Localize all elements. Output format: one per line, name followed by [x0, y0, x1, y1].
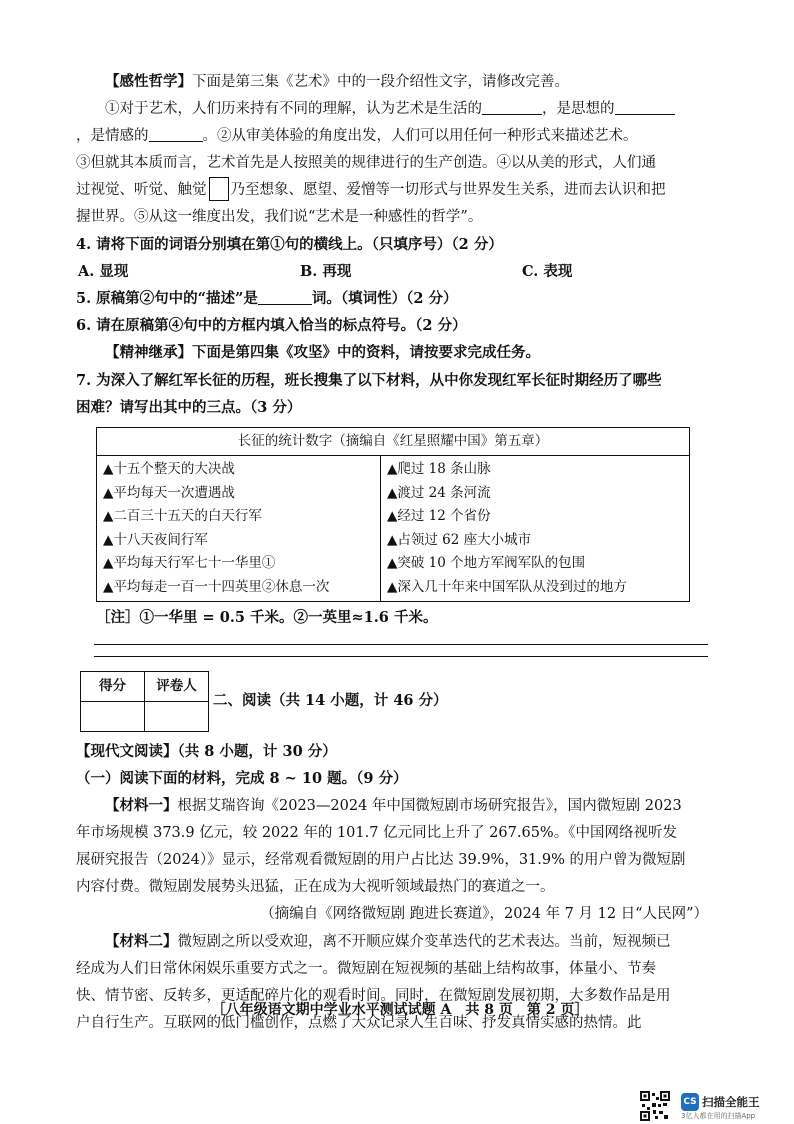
material-text: 微短剧之所以受欢迎，离不开顺应媒介变革迭代的艺术表达。当前，短视频已 [177, 934, 671, 950]
stats-left-column [97, 456, 381, 602]
answer-blank-q5[interactable] [258, 289, 312, 305]
option-c: C. 表现 [522, 263, 573, 280]
material-1-line-4: 内容付费。微短剧发展势头迅猛，正在成为大视听领域最热门的赛道之一。 [76, 879, 555, 895]
intro-paragraph [76, 68, 712, 96]
modern-reading-heading: 【现代文阅读】（共 8 小题，计 30 分） [76, 743, 337, 760]
camscanner-tagline: 3亿人都在用的扫描App [681, 1112, 756, 1120]
passage-line-2 [76, 123, 712, 150]
stats-note: ［注］①一华里 = 0.5 千米。②一英里≈1.6 千米。 [96, 609, 438, 626]
material-1-source: （摘编自《网络微短剧 跑进长赛道》，2024 年 7 月 12 日“人民网”） [260, 906, 708, 922]
stats-item: ▲渡过 24 条河流 [387, 484, 491, 501]
page-footer: ［八年级语文期中学业水平测试试题 A 共 8 页 第 2 页］ [211, 1002, 589, 1018]
camscanner-name: 扫描全能王 [702, 1095, 760, 1109]
spirit-paragraph [76, 339, 712, 367]
question-4: 4. 请将下面的词语分别填在第①句的横线上。（只填序号）（2 分） [76, 236, 503, 253]
part-1-heading: （一）阅读下面的材料，完成 8 ~ 10 题。（9 分） [76, 770, 408, 787]
passage-text: 乃至想象、愿望、爱憎等一切形式与世界发生关系，进而去认识和把 [230, 182, 666, 198]
stats-item: ▲深入几十年来中国军队从没到过的地方 [387, 578, 627, 595]
score-table [80, 671, 209, 732]
answer-blank-3[interactable] [149, 126, 203, 142]
passage-text: 过视觉、听觉、触觉 [76, 182, 207, 198]
long-march-stats-table [96, 427, 690, 602]
material-1-tag: 【材料一】 [105, 797, 178, 814]
material-2-line-1 [76, 928, 712, 956]
material-1-line-3: 展研究报告（2024）》显示，经常观看微短剧的用户占比达 39.9%，31.9% 的用户曾为微短剧 [76, 852, 686, 868]
camscanner-logo-icon: CS [681, 1093, 699, 1111]
stats-item: ▲十五个整天的大决战 [103, 461, 235, 477]
intro-tag: 【感性哲学】 [105, 73, 192, 90]
stats-item: ▲突破 10 个地方军阀军队的包围 [387, 555, 586, 571]
passage-line-1 [76, 96, 712, 123]
stats-item: ▲平均每走一百一十四英里②休息一次 [103, 578, 330, 595]
spirit-text: 下面是第四集《攻坚》中的资料，请按要求完成任务。 [192, 344, 540, 361]
stats-item: ▲平均每天行军七十一华里① [103, 555, 276, 571]
passage-text: ，是情感的 [76, 128, 149, 144]
option-a: A. 显现 [78, 263, 129, 280]
material-2-line-3: 快、情节密、反转多，更适配碎片化的观看时间。同时，在微短剧发展初期，大多数作品是用 [76, 988, 671, 1004]
question-4-options [76, 258, 712, 285]
punctuation-box[interactable] [209, 177, 229, 201]
intro-text: 下面是第三集《艺术》中的一段介绍性文字，请修改完善。 [192, 74, 569, 90]
qr-code-icon [640, 1091, 670, 1121]
stats-item: ▲经过 12 个省份 [387, 508, 491, 524]
question-5-text: 词。（填词性）（2 分） [311, 290, 458, 307]
spirit-tag: 【精神继承】 [105, 344, 192, 361]
stats-right-column [381, 456, 690, 602]
score-section-row [76, 671, 712, 732]
stats-item: ▲二百三十五天的白天行军 [103, 508, 262, 524]
answer-blank-1[interactable] [482, 99, 542, 115]
question-5 [76, 285, 712, 312]
material-1-line-1 [76, 792, 712, 820]
material-2-line-2: 经成为人们日常休闲娱乐重要方式之一。微短剧在短视频的基础上结构故事，体量小、节奏 [76, 961, 656, 977]
score-label: 得分 [81, 672, 145, 702]
passage-text: ①对于艺术，人们历来持有不同的理解，认为艺术是生活的 [105, 101, 482, 117]
material-1-line-2: 年市场规模 373.9 亿元，较 2022 年的 101.7 亿元同比上升了 267.65%。《中国网络视听发 [76, 825, 677, 841]
stats-item: ▲爬过 18 条山脉 [387, 461, 491, 477]
stats-item: ▲十八天夜间行军 [103, 531, 208, 548]
answer-line-2[interactable] [94, 645, 708, 657]
question-6: 6. 请在原稿第④句中的方框内填入恰当的标点符号。（2 分） [76, 317, 467, 334]
stats-item: ▲平均每天一次遭遇战 [103, 484, 235, 501]
question-7-line-2: 困难？请写出其中的三点。（3 分） [76, 399, 302, 416]
score-cell[interactable] [81, 702, 145, 732]
passage-text: ，是思想的 [542, 101, 615, 117]
page-content [76, 68, 712, 1037]
question-7-line-1: 7. 为深入了解红军长征的历程，班长搜集了以下材料，从中你发现红军长征时期经历了哪些 [76, 372, 662, 389]
passage-line-3: ③但就其本质而言，艺术首先是人按照美的规律进行的生产创造。④以从美的形式，人们通 [76, 155, 656, 171]
answer-line-1[interactable] [94, 631, 708, 645]
question-5-text: 5. 原稿第②句中的“描述”是 [76, 290, 258, 307]
passage-line-4 [76, 177, 712, 204]
material-2-line-4: 户自行生产。互联网的低门槛创作，点燃了大众记录人生百味、抒发真情实感的热情。此 [76, 1015, 642, 1031]
material-2-tag: 【材料二】 [105, 933, 178, 950]
passage-line-5: 握世界。⑤从这一维度出发，我们说“艺术是一种感性的哲学”。 [76, 209, 483, 225]
grader-cell[interactable] [145, 702, 209, 732]
option-b: B. 再现 [300, 263, 352, 280]
passage-text: 。②从审美体验的角度出发，人们可以用任何一种形式来描述艺术。 [202, 128, 638, 144]
material-text: 根据艾瑞咨询《2023—2024 年中国微短剧市场研究报告》，国内微短剧 2023 [177, 798, 682, 814]
stats-item: ▲占领过 62 座大小城市 [387, 531, 532, 548]
section-2-title: 二、阅读（共 14 小题，计 46 分） [213, 692, 448, 709]
grader-label: 评卷人 [145, 672, 209, 702]
answer-blank-2[interactable] [615, 99, 675, 115]
stats-table-title: 长征的统计数字（摘编自《红星照耀中国》第五章） [97, 428, 690, 456]
